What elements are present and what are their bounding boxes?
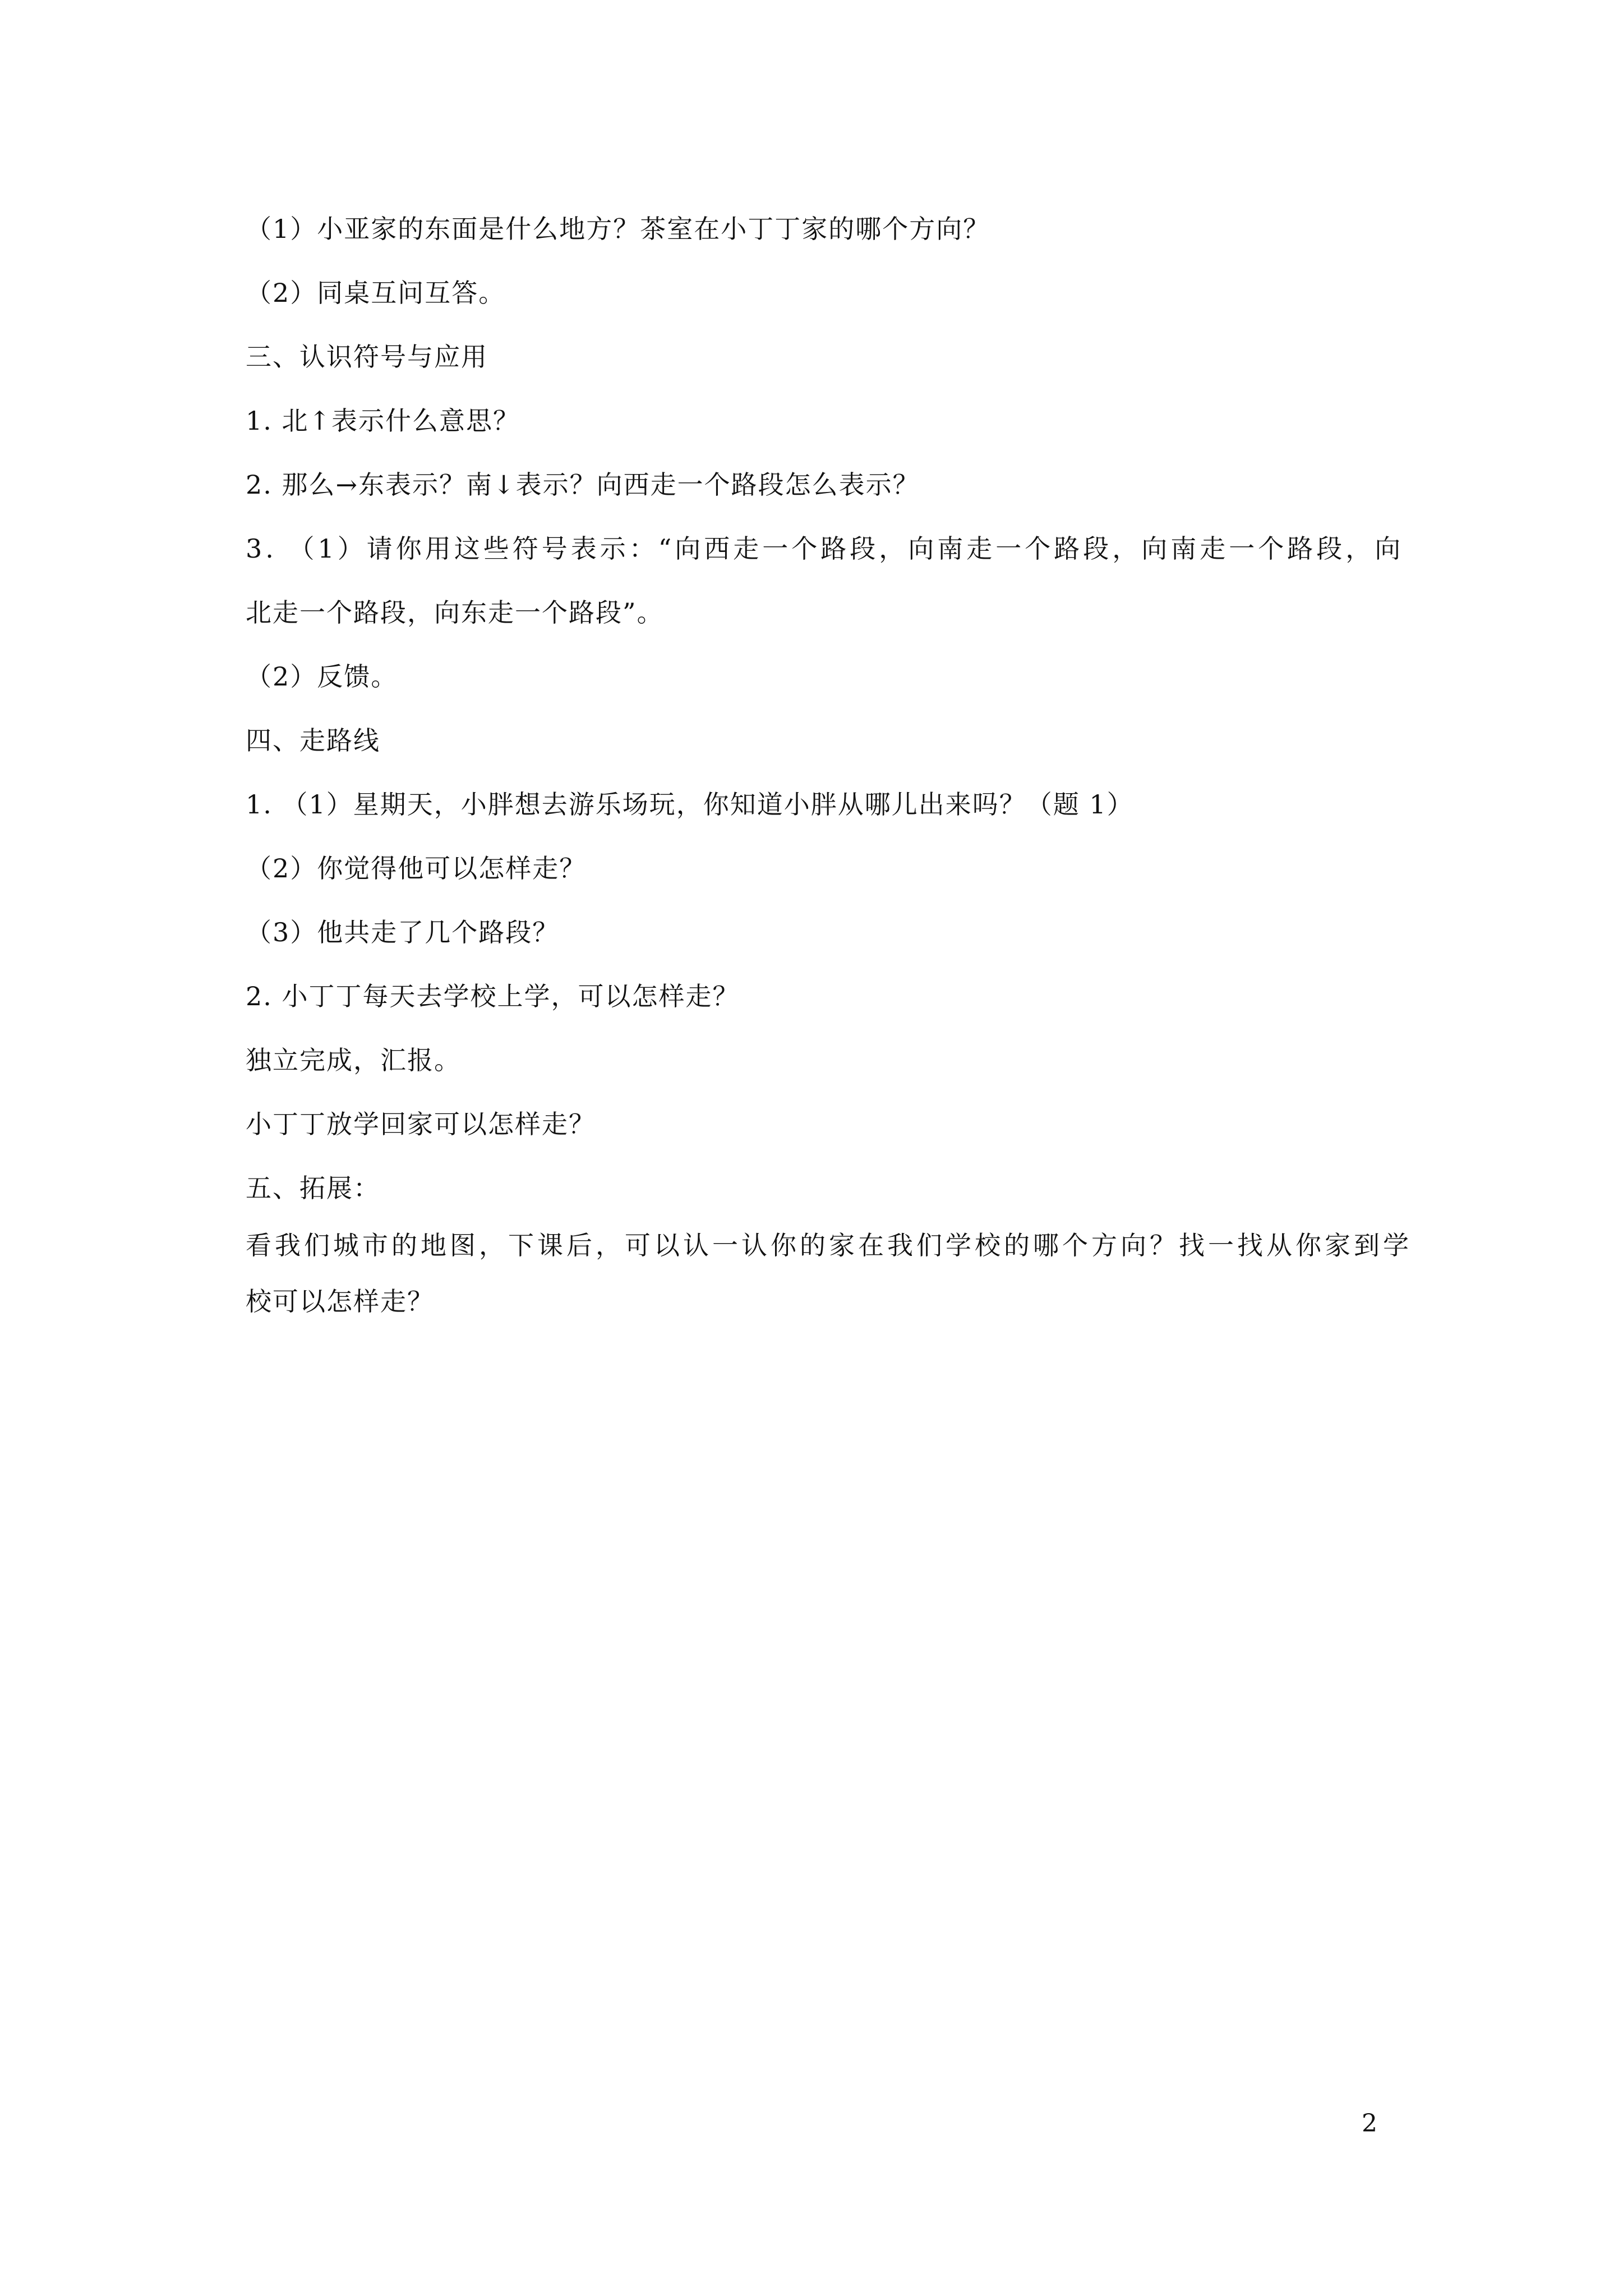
item-3-3-feedback: （2）反馈。 [246, 661, 398, 692]
item-4-2-note: 独立完成，汇报。 [246, 1045, 461, 1075]
section-heading-3: 三、认识符号与应用 [246, 342, 488, 372]
item-4-1-1: 1. （1）星期天，小胖想去游乐场玩，你知道小胖从哪儿出来吗？（题 1） [246, 789, 1134, 820]
item-3-1: 1. 北↑表示什么意思？ [246, 406, 520, 436]
extension-line-2: 校可以怎样走？ [246, 1286, 434, 1317]
page-number: 2 [1362, 2109, 1377, 2138]
extension-line-1: 看我们城市的地图，下课后，可以认一认你的家在我们学校的哪个方向？找一找从你家到学 [246, 1230, 1412, 1260]
item-3-3-line-2: 北走一个路段，向东走一个路段”。 [246, 597, 664, 628]
question-1-1: （1）小亚家的东面是什么地方？茶室在小丁丁家的哪个方向？ [246, 214, 990, 244]
question-1-2: （2）同桌互问互答。 [246, 278, 506, 308]
section-heading-4: 四、走路线 [246, 725, 380, 756]
section-heading-5: 五、拓展： [246, 1173, 380, 1203]
item-4-2: 2. 小丁丁每天去学校上学，可以怎样走？ [246, 981, 740, 1011]
item-4-1-2: （2）你觉得他可以怎样走？ [246, 853, 587, 884]
item-3-2: 2. 那么→东表示？南↓表示？向西走一个路段怎么表示？ [246, 470, 920, 500]
item-4-1-3: （3）他共走了几个路段？ [246, 917, 560, 947]
item-4-2-return: 小丁丁放学回家可以怎样走？ [246, 1109, 596, 1139]
item-3-3-line-1: 3. （1）请你用这些符号表示：“向西走一个路段，向南走一个路段，向南走一个路段，向 [246, 533, 1404, 564]
